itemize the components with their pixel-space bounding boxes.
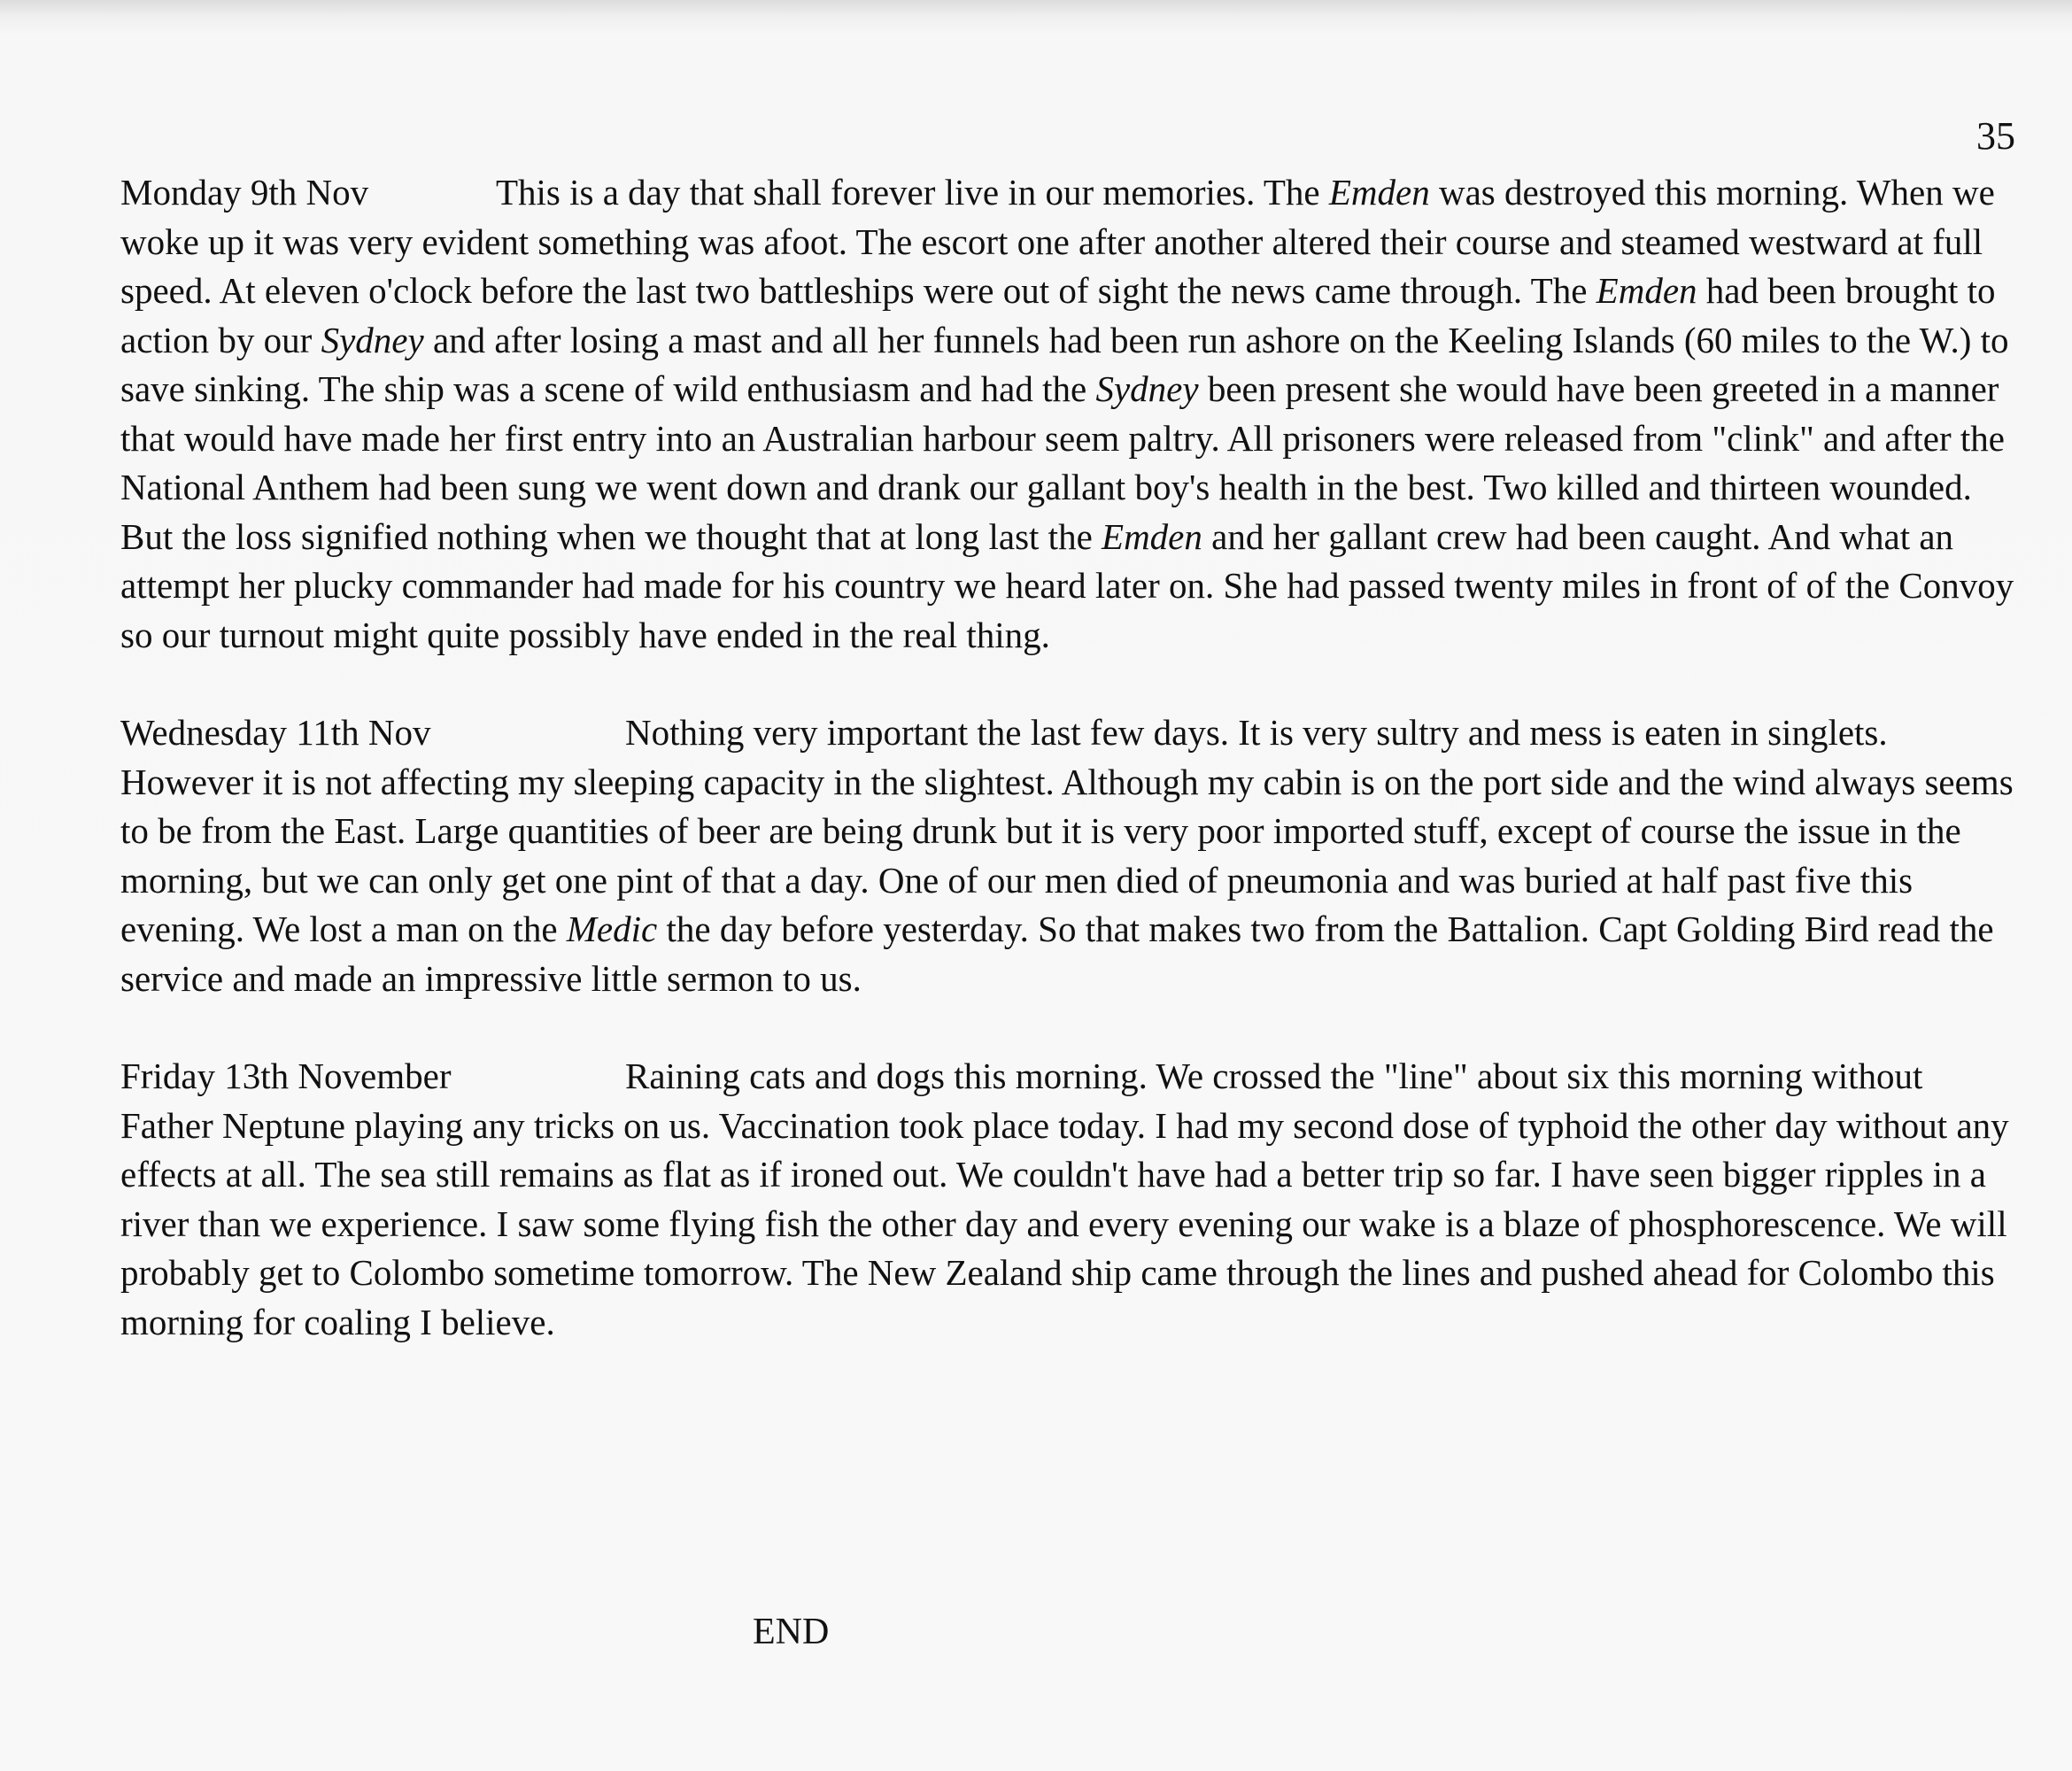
entry-text: Nothing very important the last few days. It is very sultry and mess is eaten in singlets. However it is not affecting my sleeping capacity in the slightest. Although my cabin is on the port side and the wind always seems to be from the East. Large quantities of beer are being drunk but it is very poor imported stuff, except of course the issue in the morning, but we can only get one pint of that a day. One of our men died of pneumonia and was buried at half past five this evening. We lost a man on the bbox=[120, 712, 2014, 949]
ship-name: Sydney bbox=[1095, 368, 1199, 409]
entry-text: been present she would have been greeted in a manner that would have made her first entry into an Australian harbour seem paltry. All prisoners were released from "clink" and after the National Anthem had been sung we went down and drank our gallant boy's health in the best. Two killed and thirteen wounded. But the loss signified nothing when we thought that at long last the bbox=[120, 368, 2005, 557]
ship-name: Emden bbox=[1596, 270, 1697, 311]
entry-date: Wednesday 11th Nov bbox=[120, 712, 431, 753]
diary-entry-friday bbox=[120, 1052, 2015, 1347]
entry-text: the day before yesterday. So that makes two from the Battalion. Capt Golding Bird read the service and made an impressive little sermon to us. bbox=[120, 909, 1994, 999]
entry-text: had been brought to action by our bbox=[120, 270, 1996, 360]
diary-entry-monday bbox=[120, 168, 2015, 660]
ship-name: Sydney bbox=[321, 319, 424, 360]
entry-date: Friday 13th November bbox=[120, 1056, 452, 1096]
page-number: 35 bbox=[1976, 114, 2015, 158]
diary-entry-wednesday bbox=[120, 708, 2015, 1003]
diary-entries bbox=[120, 168, 2015, 1347]
ship-name: Medic bbox=[566, 909, 658, 949]
entry-text: This is a day that shall forever live in our memories. The bbox=[496, 172, 1329, 213]
entry-text: and her gallant crew had been caught. And what an attempt her plucky commander had made for his country we heard later on. She had passed twenty miles in front of of the Convoy so our turnout might quite possibly have ended in the real thing. bbox=[120, 515, 2014, 655]
entry-date: Monday 9th Nov bbox=[120, 172, 369, 213]
ship-name: Emden bbox=[1102, 515, 1202, 557]
entry-text: was destroyed this morning. When we woke up it was very evident something was afoot. The escort one after another altered their course and steamed westward at full speed. At eleven o'clock before the last two battleships were out of sight the news came through. The bbox=[120, 172, 1995, 311]
entry-text: and after losing a mast and all her funnels had been run ashore on the Keeling Islands (60 miles to the W.) to save sinking. The ship was a scene of wild enthusiasm and had the bbox=[120, 319, 2009, 409]
end-marker: END bbox=[753, 1612, 830, 1652]
ship-name: Emden bbox=[1328, 172, 1430, 213]
entry-text: Raining cats and dogs this morning. We crossed the "line" about six this morning without Father Neptune playing any tricks on us. Vaccination took place today. I had my second dose of typhoid the other day without any effects at all. The sea still remains as flat as if ironed out. We couldn't have had a better trip so far. I have seen bigger ripples in a river than we experience. I saw some flying fish the other day and every evening our wake is a blaze of phosphorescence. We will probably get to Colombo sometime tomorrow. The New Zealand ship came through the lines and pushed ahead for Colombo this morning for coaling I believe. bbox=[120, 1056, 2009, 1342]
